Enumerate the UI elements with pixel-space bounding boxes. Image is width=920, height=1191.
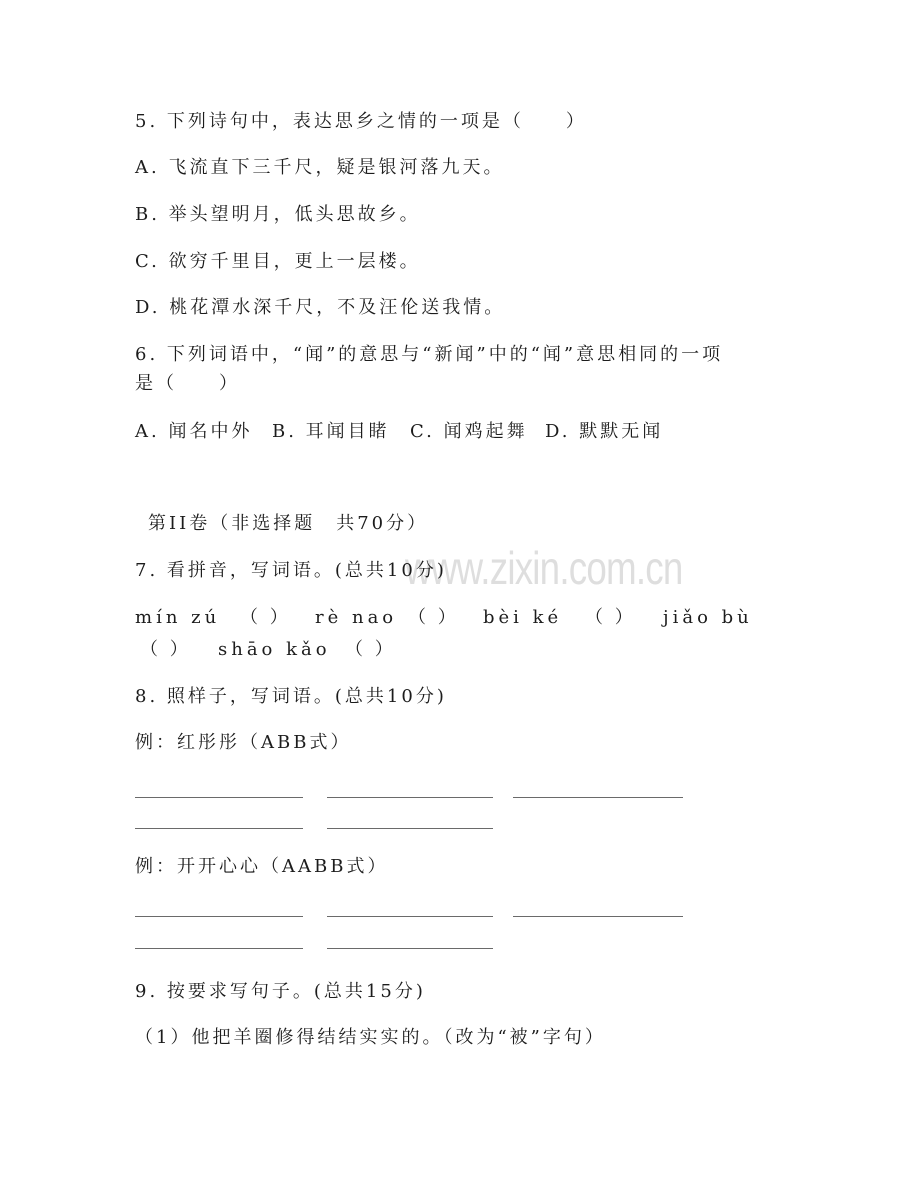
question-8-example-1: 例：红彤彤（ABB式） — [135, 732, 352, 753]
question-7-stem: 7. 看拼音，写词语。(总共10分) — [135, 560, 447, 581]
pinyin-item: rè nao — [315, 607, 398, 628]
pinyin-row-1 — [0, 606, 920, 630]
pinyin-item: shāo kǎo — [218, 639, 331, 660]
pinyin-item: jiǎo bù — [663, 607, 753, 628]
question-6-stem-line-1: 6. 下列词语中，“闻”的意思与“新闻”中的“闻”意思相同的一项 — [135, 344, 724, 365]
question-6-options — [0, 420, 920, 444]
answer-line — [135, 797, 303, 798]
question-8-example-2: 例：开开心心（AABB式） — [135, 856, 389, 877]
answer-line — [327, 797, 493, 798]
answer-paren-blank: （ ） — [345, 639, 396, 660]
question-6-option-c: C. 闻鸡起舞 — [410, 421, 528, 442]
answer-line — [135, 916, 303, 917]
answer-line — [513, 916, 683, 917]
question-5-option-a: A. 飞流直下三千尺，疑是银河落九天。 — [135, 157, 505, 178]
watermark: www.zixin.com.cn — [405, 542, 683, 594]
section-title: 第II卷（非选择题 共70分） — [148, 513, 429, 534]
answer-line — [327, 948, 493, 949]
question-6-option-d: D. 默默无闻 — [545, 421, 664, 442]
question-6-option-a: A. 闻名中外 — [135, 421, 253, 442]
question-5-option-d: D. 桃花潭水深千尺，不及汪伦送我情。 — [135, 297, 506, 318]
answer-line — [135, 948, 303, 949]
question-5-option-b: B. 举头望明月，低头思故乡。 — [135, 204, 421, 225]
question-6-stem-line-2: 是（ ） — [135, 373, 240, 394]
question-5-option-c: C. 欲穷千里目，更上一层楼。 — [135, 251, 421, 272]
question-8-stem: 8. 照样子，写词语。(总共10分) — [135, 686, 447, 707]
answer-paren-blank: （ ） — [408, 607, 459, 628]
answer-paren-blank: （ ） — [585, 607, 636, 628]
answer-line — [135, 828, 303, 829]
answer-line — [513, 797, 683, 798]
answer-line — [327, 916, 493, 917]
answer-paren-blank: （ ） — [140, 639, 191, 660]
question-9-stem: 9. 按要求写句子。(总共15分) — [135, 981, 426, 1002]
pinyin-item: mín zú — [135, 607, 221, 628]
question-6-option-b: B. 耳闻目睹 — [272, 421, 390, 442]
answer-paren-blank: （ ） — [240, 607, 291, 628]
question-9-item-1: （1）他把羊圈修得结结实实的。（改为“被”字句） — [135, 1027, 606, 1048]
question-5-stem: 5. 下列诗句中，表达思乡之情的一项是（ ） — [135, 111, 587, 132]
pinyin-row-2 — [0, 638, 920, 662]
answer-line — [327, 828, 493, 829]
pinyin-item: bèi ké — [483, 607, 563, 628]
